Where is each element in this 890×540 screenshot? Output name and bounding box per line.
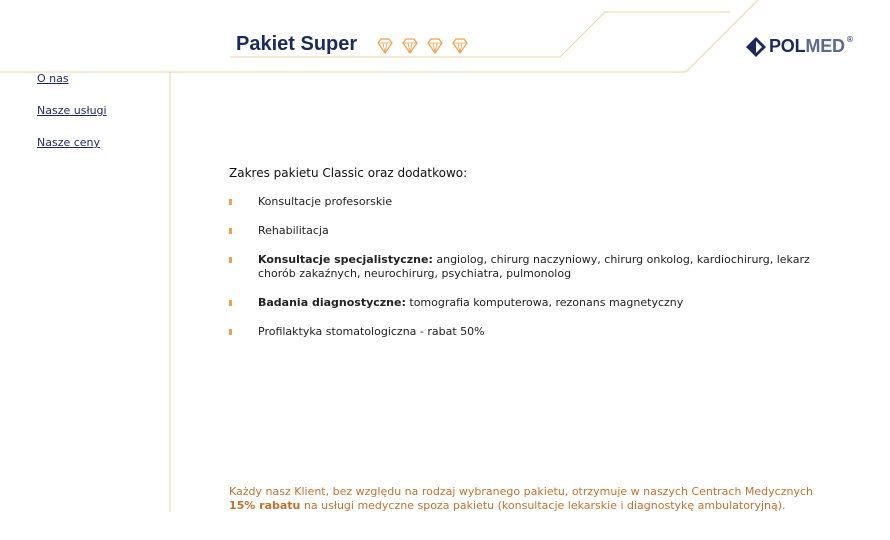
logo-text (769, 36, 845, 57)
page-title: Pakiet Super (236, 33, 358, 55)
bullet-icon (229, 228, 232, 234)
list-item-desc: angiolog, chirurg naczyniowy, chirurg onkolog, kardiochirurg, lekarz chorób zakaźnych, neurochirurg, psychiatra, pulmonolog (258, 253, 810, 280)
diamond-icon (426, 38, 444, 54)
list-item-desc: Rehabilitacja (258, 224, 329, 237)
nav-link-nasze-uslugi[interactable]: Nasze usługi (37, 104, 107, 117)
list-item-text (258, 325, 848, 339)
list-item-text (258, 195, 848, 209)
nav-link-nasze-ceny[interactable]: Nasze ceny (37, 136, 101, 149)
discount-note-line1: Każdy nasz Klient, bez względu na rodzaj wybranego pakietu, otrzymuje w naszych Centrach Medycznych (229, 485, 813, 498)
logo-mark-icon (746, 37, 766, 57)
logo-text-prefix: POL (769, 36, 806, 56)
list-item-bold: Konsultacje specjalistyczne: (258, 253, 433, 266)
discount-note-bold: 15% rabatu (229, 499, 301, 512)
list-item-desc: Konsultacje profesorskie (258, 195, 393, 208)
list-item-text (258, 253, 848, 281)
bullet-icon (229, 257, 232, 263)
discount-note-line2: na usługi medyczne spoza pakietu (konsultacje lekarskie i diagnostykę ambulatoryjną). (300, 499, 786, 512)
rating-diamonds (376, 38, 469, 54)
list-item-bold: Badania diagnostyczne: (258, 296, 406, 309)
discount-note (229, 485, 829, 513)
package-intro: Zakres pakietu Classic oraz dodatkowo: (229, 166, 468, 180)
list-item-desc: Profilaktyka stomatologiczna - rabat 50% (258, 325, 485, 338)
list-item-text (258, 224, 848, 238)
logo-text-suffix: MED (805, 36, 845, 56)
diamond-icon (376, 38, 394, 54)
diamond-icon (401, 38, 419, 54)
nav-link-o-nas[interactable]: O nas (37, 72, 69, 85)
list-item-text (258, 296, 848, 310)
bullet-icon (229, 329, 232, 335)
polmed-logo (746, 36, 854, 57)
list-item-desc: tomografia komputerowa, rezonans magnetyczny (405, 296, 684, 309)
bullet-icon (229, 300, 232, 306)
bullet-icon (229, 199, 232, 205)
diamond-icon (451, 38, 469, 54)
logo-registered-mark: ® (845, 35, 854, 44)
